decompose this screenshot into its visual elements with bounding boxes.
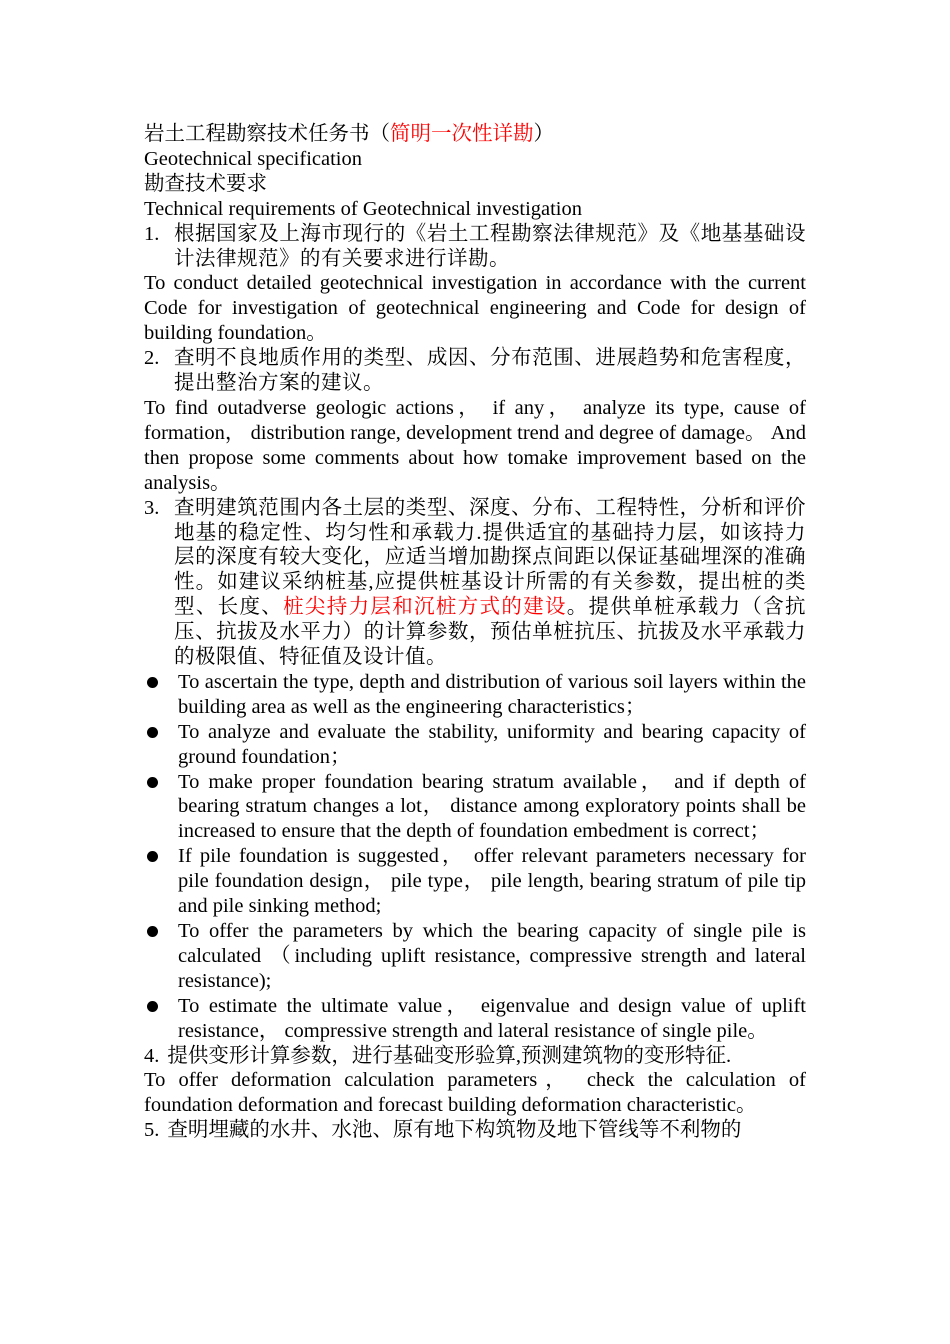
item-2-cn-text: 查明不良地质作用的类型、成因、分布范围、进展趋势和危害程度，提出整治方案的建议。 [174, 347, 806, 395]
item-1-cn [144, 222, 806, 272]
item-2-number: 2. [144, 347, 160, 370]
bullet-dot-icon [147, 851, 158, 862]
bullet-item [144, 670, 806, 720]
bullet-text: To ascertain the type, depth and distribution of various soil layers within the building area as well as the engineering characteristics； [178, 670, 806, 718]
bullet-text: If pile foundation is suggested， offer relevant parameters necessary for pile foundation design， pile type， pile length, bearing stratum of pile tip and pile sinking method; [178, 845, 806, 918]
heading-en: Technical requirements of Geotechnical investigation [144, 197, 583, 220]
item-3-number: 3. [144, 496, 160, 519]
item-3-cn-highlight: 桩尖持力层和沉桩方式的建设 [283, 596, 567, 619]
item-2-en: To find outadverse geologic actions， if any， analyze its type, cause of formation， distribution range, development trend and degree of damage。 And then propose some comments about how tomake improvement based on the analysis。 [144, 396, 806, 494]
bullet-text: To make proper foundation bearing stratum available， and if depth of bearing stratum changes a lot， distance among exploratory points shall be increased to ensure that the depth of foundation embedment is correct； [178, 770, 806, 843]
item-3-cn-text [174, 496, 806, 670]
title-main: 岩土工程勘察技术任务书（ [144, 123, 390, 145]
bullet-dot-icon [147, 727, 158, 738]
bullet-item [144, 994, 806, 1044]
bullet-text: To offer the parameters by which the bearing capacity of single pile is calculated （including uplift resistance, compressive strength and lateral resistance); [178, 920, 806, 992]
item-2-cn [144, 346, 806, 396]
item-1-en: To conduct detailed geotechnical investigation in accordance with the current Code for investigation of geotechnical engineering and Code for design of building foundation。 [144, 272, 806, 345]
item-4-number: 4. [144, 1044, 160, 1067]
heading-cn: 勘查技术要求 [144, 172, 267, 195]
title-close: ） [533, 123, 554, 145]
item-3-cn-part2: 。提供单桩承载力（含抗压、抗拔及水平力）的计算参数，预估单桩抗压、抗拔及水平承载力的极限值、特征值及设计值。 [174, 596, 807, 669]
item-1-number: 1. [144, 222, 160, 245]
bullet-text: To estimate the ultimate value， eigenvalue and design value of uplift resistance， compressive strength and lateral resistance of single pile。 [178, 994, 806, 1042]
item-4-cn [144, 1044, 806, 1069]
bullet-dot-icon [147, 677, 158, 688]
item-5-number: 5. [144, 1119, 160, 1142]
document-page [144, 122, 806, 1143]
bullet-item [144, 919, 806, 994]
item-4-en: To offer deformation calculation parameters， check the calculation of foundation deformation and forecast building deformation characteristic。 [144, 1069, 806, 1117]
document-title [144, 122, 806, 147]
item-4-cn-text: 提供变形计算参数，进行基础变形验算,预测建筑物的变形特征. [167, 1044, 732, 1067]
bullet-dot-icon [147, 1001, 158, 1012]
item-1-cn-text: 根据国家及上海市现行的《岩土工程勘察法律规范》及《地基基础设计法律规范》的有关要求进行详勘。 [174, 222, 806, 270]
title-highlight: 简明一次性详勘 [390, 123, 534, 145]
bullet-dot-icon [147, 777, 158, 788]
bullet-text: To analyze and evaluate the stability, uniformity and bearing capacity of ground foundation； [178, 720, 806, 768]
bullet-dot-icon [147, 926, 158, 937]
item-3-cn-part1: 查明建筑范围内各土层的类型、深度、分布、工程特性，分析和评价地基的稳定性、均匀性和承载力.提供适宜的基础持力层，如该持力层的深度有较大变化，应适当增加勘探点间距以保证基础埋深的准确性。如建议采纳桩基,应提供桩基设计所需的有关参数，提出桩的类型、长度、 [174, 496, 806, 619]
bullet-item [144, 720, 806, 770]
item-5-cn-text: 查明埋藏的水井、水池、原有地下构筑物及地下管线等不利物的 [167, 1119, 742, 1142]
bullet-item [144, 770, 806, 845]
item-5-cn [144, 1118, 806, 1143]
bullet-item [144, 844, 806, 919]
item-3-cn [144, 496, 806, 670]
subtitle-en: Geotechnical specification [144, 147, 362, 170]
